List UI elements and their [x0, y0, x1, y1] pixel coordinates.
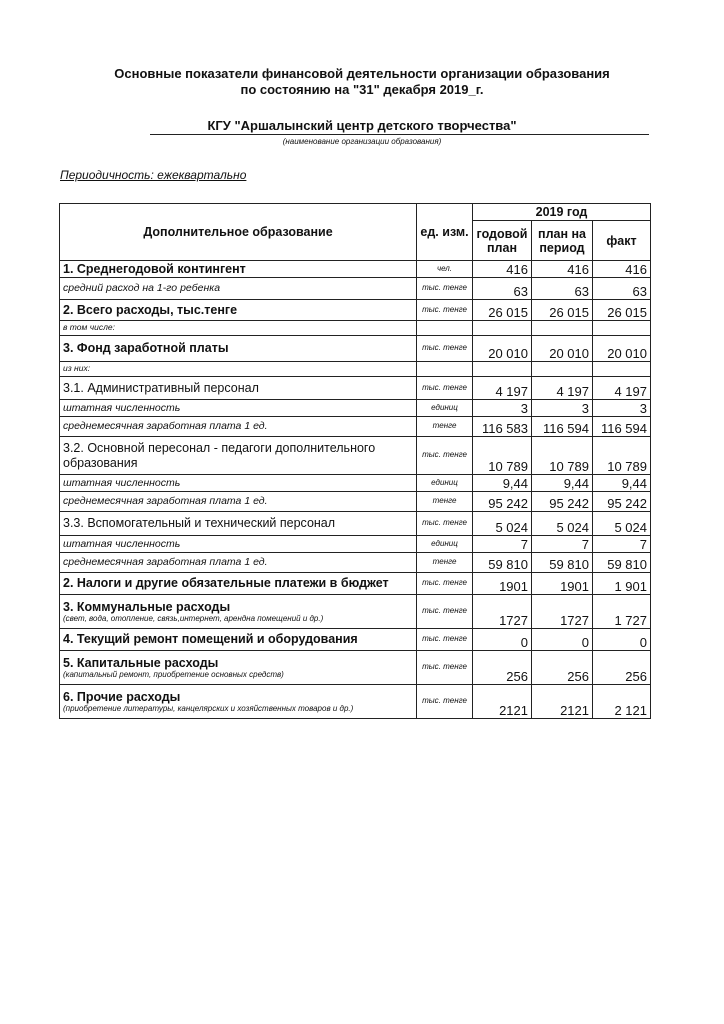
row-unit: тыс. тенге	[417, 651, 473, 685]
header-fact: факт	[593, 221, 651, 261]
row-fact: 59 810	[593, 553, 651, 573]
row-fact: 7	[593, 536, 651, 553]
table-row	[60, 261, 651, 278]
row-unit: тыс. тенге	[417, 512, 473, 536]
row-name: штатная численность	[60, 475, 417, 492]
row-name: 3. Фонд заработной платы	[60, 336, 417, 362]
row-unit: чел.	[417, 261, 473, 278]
document-title-line2: по состоянию на "31" декабря 2019_г.	[240, 82, 484, 97]
financial-indicators-table	[59, 203, 651, 719]
row-period: 7	[532, 536, 593, 553]
row-unit: тыс. тенге	[417, 300, 473, 321]
row-annual: 1901	[473, 573, 532, 595]
row-name: 2. Налоги и другие обязательные платежи в бюджет	[60, 573, 417, 595]
table-row	[60, 595, 651, 629]
row-name-line1: 3.2. Основной пересонал - педагоги дополнительного	[63, 441, 376, 456]
row-fact: 5 024	[593, 512, 651, 536]
row-period: 0	[532, 629, 593, 651]
row-unit: тенге	[417, 492, 473, 512]
header-period-plan: план на период	[532, 221, 593, 261]
row-period: 20 010	[532, 336, 593, 362]
row-name-note: (капитальный ремонт, приобретение основных средств)	[63, 670, 284, 680]
row-annual: 416	[473, 261, 532, 278]
row-fact	[593, 321, 651, 336]
row-name: 4. Текущий ремонт помещений и оборудования	[60, 629, 417, 651]
header-unit: ед. изм.	[417, 204, 473, 261]
row-unit: единиц	[417, 536, 473, 553]
row-period: 59 810	[532, 553, 593, 573]
row-name: среднемесячная заработная плата 1 ед.	[60, 417, 417, 437]
row-period: 63	[532, 278, 593, 300]
row-period	[532, 362, 593, 377]
row-period: 416	[532, 261, 593, 278]
table-row	[60, 651, 651, 685]
row-name: в том числе:	[60, 321, 417, 336]
row-period: 1727	[532, 595, 593, 629]
row-fact: 20 010	[593, 336, 651, 362]
row-name	[60, 595, 417, 629]
row-annual: 20 010	[473, 336, 532, 362]
organization-underline	[150, 134, 649, 135]
row-name	[60, 651, 417, 685]
row-name: среднемесячная заработная плата 1 ед.	[60, 492, 417, 512]
row-fact: 116 594	[593, 417, 651, 437]
row-period: 95 242	[532, 492, 593, 512]
table-row	[60, 437, 651, 475]
row-fact: 9,44	[593, 475, 651, 492]
row-period: 2121	[532, 685, 593, 719]
row-annual: 256	[473, 651, 532, 685]
row-fact: 0	[593, 629, 651, 651]
row-name	[60, 685, 417, 719]
row-unit: тенге	[417, 417, 473, 437]
row-unit: тыс. тенге	[417, 437, 473, 475]
header-year: 2019 год	[473, 204, 651, 221]
table-row	[60, 377, 651, 400]
document-title-line1: Основные показатели финансовой деятельности организации образования	[114, 66, 610, 81]
row-period: 5 024	[532, 512, 593, 536]
row-name-note: (приобретение литературы, канцелярских и хозяйственных товаров и др.)	[63, 704, 354, 714]
row-period: 4 197	[532, 377, 593, 400]
row-name-line2: образования	[63, 455, 138, 470]
row-annual: 2121	[473, 685, 532, 719]
table-row	[60, 536, 651, 553]
table-row	[60, 573, 651, 595]
table-row	[60, 512, 651, 536]
table-row	[60, 417, 651, 437]
row-name	[60, 437, 417, 475]
row-annual: 7	[473, 536, 532, 553]
row-annual: 63	[473, 278, 532, 300]
row-unit: тыс. тенге	[417, 336, 473, 362]
row-unit: тенге	[417, 553, 473, 573]
row-unit: тыс. тенге	[417, 685, 473, 719]
table-row	[60, 321, 651, 336]
table-row	[60, 492, 651, 512]
row-name: 2. Всего расходы, тыс.тенге	[60, 300, 417, 321]
row-unit: тыс. тенге	[417, 573, 473, 595]
row-fact: 416	[593, 261, 651, 278]
row-annual: 95 242	[473, 492, 532, 512]
row-unit: единиц	[417, 400, 473, 417]
row-name: штатная численность	[60, 536, 417, 553]
row-fact: 26 015	[593, 300, 651, 321]
row-annual: 26 015	[473, 300, 532, 321]
row-fact: 95 242	[593, 492, 651, 512]
row-name-main: 5. Капитальные расходы	[63, 655, 219, 670]
row-annual: 116 583	[473, 417, 532, 437]
row-fact: 63	[593, 278, 651, 300]
row-annual	[473, 362, 532, 377]
row-fact: 4 197	[593, 377, 651, 400]
row-period: 9,44	[532, 475, 593, 492]
organization-name: КГУ "Аршалынский центр детского творчества"	[207, 118, 517, 133]
row-fact: 1 727	[593, 595, 651, 629]
row-annual: 10 789	[473, 437, 532, 475]
row-name: штатная численность	[60, 400, 417, 417]
row-fact	[593, 362, 651, 377]
table-row	[60, 300, 651, 321]
table-row	[60, 400, 651, 417]
row-period: 10 789	[532, 437, 593, 475]
row-unit: тыс. тенге	[417, 629, 473, 651]
row-name-main: 3. Коммунальные расходы	[63, 599, 231, 614]
row-unit: тыс. тенге	[417, 377, 473, 400]
row-name: 1. Среднегодовой контингент	[60, 261, 417, 278]
header-annual-plan: годовой план	[473, 221, 532, 261]
row-fact: 2 121	[593, 685, 651, 719]
row-name: среднемесячная заработная плата 1 ед.	[60, 553, 417, 573]
row-period: 3	[532, 400, 593, 417]
row-annual: 59 810	[473, 553, 532, 573]
table-row	[60, 629, 651, 651]
row-unit: единиц	[417, 475, 473, 492]
row-period: 26 015	[532, 300, 593, 321]
row-unit: тыс. тенге	[417, 278, 473, 300]
row-name: 3.1. Административный персонал	[60, 377, 417, 400]
table-row	[60, 278, 651, 300]
table-row	[60, 362, 651, 377]
row-annual	[473, 321, 532, 336]
row-fact: 256	[593, 651, 651, 685]
row-annual: 5 024	[473, 512, 532, 536]
row-annual: 3	[473, 400, 532, 417]
row-period	[532, 321, 593, 336]
row-unit	[417, 321, 473, 336]
row-unit: тыс. тенге	[417, 595, 473, 629]
row-unit	[417, 362, 473, 377]
row-annual: 1727	[473, 595, 532, 629]
row-name: 3.3. Вспомогательный и технический персонал	[60, 512, 417, 536]
table-row	[60, 553, 651, 573]
row-fact: 10 789	[593, 437, 651, 475]
row-period: 256	[532, 651, 593, 685]
row-name-note: (свет, вода, отопление, связь,интернет, арендна помещений и др.)	[63, 614, 324, 624]
row-name: из них:	[60, 362, 417, 377]
row-annual: 4 197	[473, 377, 532, 400]
row-period: 116 594	[532, 417, 593, 437]
header-name: Дополнительное образование	[60, 204, 417, 261]
table-row	[60, 336, 651, 362]
table-row	[60, 475, 651, 492]
organization-note: (наименование организации образования)	[282, 137, 442, 146]
row-fact: 1 901	[593, 573, 651, 595]
row-period: 1901	[532, 573, 593, 595]
row-annual: 0	[473, 629, 532, 651]
row-annual: 9,44	[473, 475, 532, 492]
row-name-main: 6. Прочие расходы	[63, 689, 181, 704]
table-row	[60, 685, 651, 719]
row-fact: 3	[593, 400, 651, 417]
row-name: средний расход на 1-го ребенка	[60, 278, 417, 300]
periodicity-label: Периодичность: ежеквартально	[60, 168, 247, 182]
